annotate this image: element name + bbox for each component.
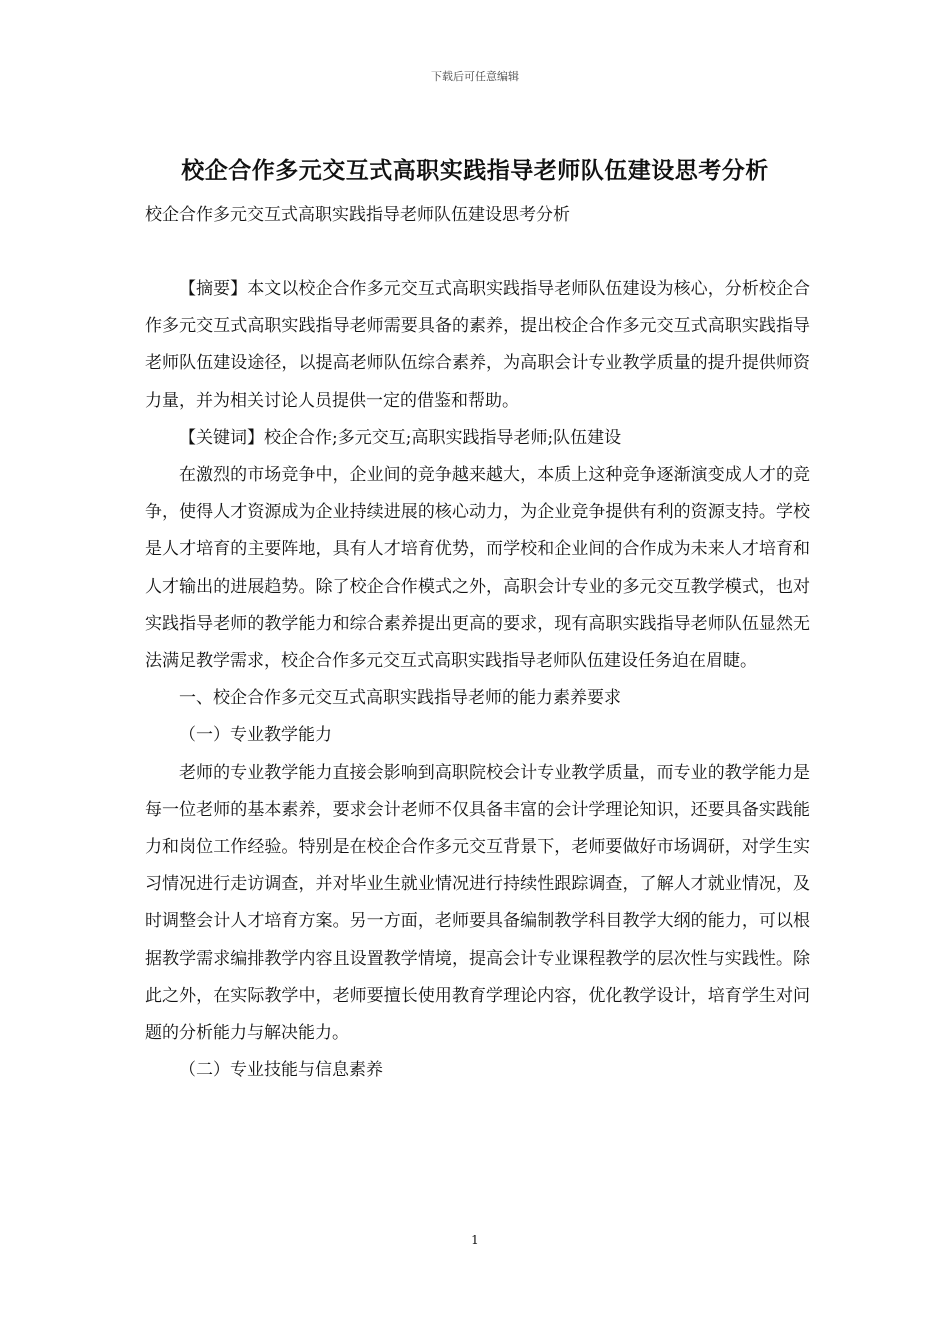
subsection-heading: （一）专业教学能力 [179, 725, 332, 746]
intro-paragraph: 在激烈的市场竞争中，企业间的竞争越来越大，本质上这种竞争逐渐演变成人才的竞争，使得人才资源成为企业持续进展的核心动力，为企业竞争提供有利的资源支持。学校是人才培育的主要阵地，具有人才培育优势，而学校和企业间的合作成为未来人才培育和人才输出的进展趋势。除了校企合作模式之外，高职会计专业的多元交互教学模式，也对实践指导老师的教学能力和综合素养提出更高的要求，现有高职实践指导老师队伍显然无法满足教学需求，校企合作多元交互式高职实践指导老师队伍建设任务迫在眉睫。 [145, 465, 810, 672]
page-header: 下载后可任意编辑 [431, 70, 519, 83]
body-paragraph: 老师的专业教学能力直接会影响到高职院校会计专业教学质量，而专业的教学能力是每一位老师的基本素养，要求会计老师不仅具备丰富的会计学理论知识，还要具备实践能力和岗位工作经验。特别是在校企合作多元交互背景下，老师要做好市场调研，对学生实习情况进行走访调查，并对毕业生就业情况进行持续性跟踪调查，了解人才就业情况，及时调整会计人才培育方案。另一方面，老师要具备编制教学科目教学大纲的能力，可以根据教学需求编排教学内容且设置教学情境，提高会计专业课程教学的层次性与实践性。除此之外，在实际教学中，老师要擅长使用教育学理论内容，优化教学设计，培育学生对问题的分析能力与解决能力。 [145, 762, 810, 1044]
keywords-paragraph: 【关键词】校企合作;多元交互;高职实践指导老师;队伍建设 [179, 427, 622, 448]
page-number: 1 [471, 1233, 479, 1247]
document-subtitle: 校企合作多元交互式高职实践指导老师队伍建设思考分析 [145, 205, 570, 225]
abstract-paragraph: 【摘要】本文以校企合作多元交互式高职实践指导老师队伍建设为核心，分析校企合作多元交互式高职实践指导老师需要具备的素养，提出校企合作多元交互式高职实践指导老师队伍建设途径，以提高老师队伍综合素养，为高职会计专业教学质量的提升提供师资力量，并为相关讨论人员提供一定的借鉴和帮助。 [145, 279, 810, 411]
subsection-heading: （二）专业技能与信息素养 [179, 1060, 383, 1081]
section-heading: 一、校企合作多元交互式高职实践指导老师的能力素养要求 [179, 688, 621, 709]
document-body [145, 271, 810, 1089]
document-title: 校企合作多元交互式高职实践指导老师队伍建设思考分析 [181, 158, 769, 184]
